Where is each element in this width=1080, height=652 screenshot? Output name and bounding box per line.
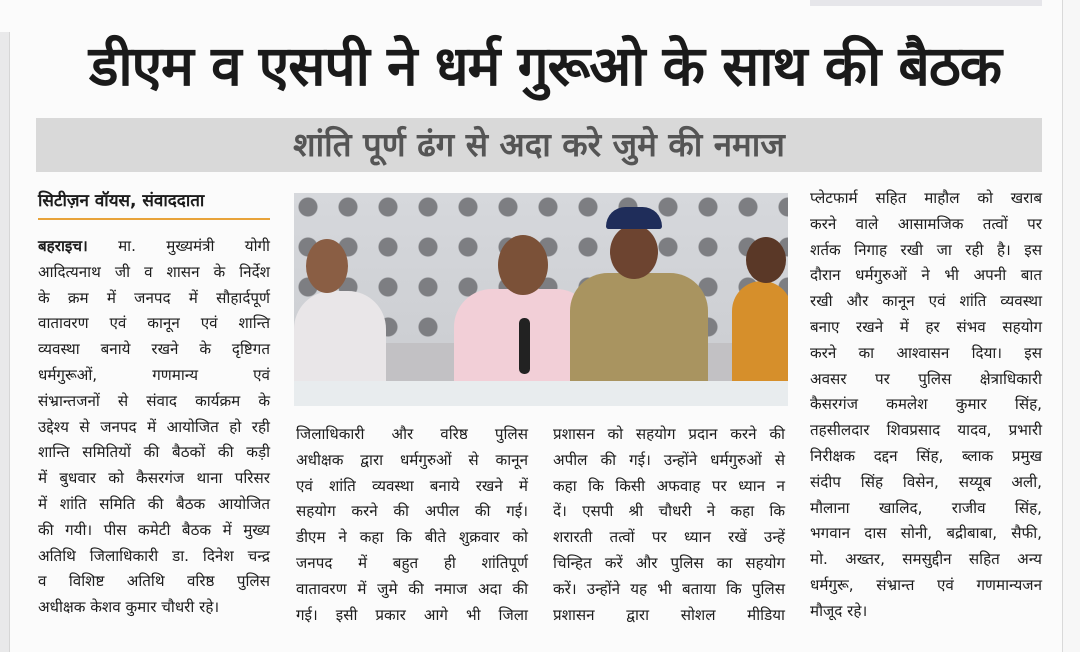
page-top-rule bbox=[810, 0, 1042, 6]
subheadline: शांति पूर्ण ढंग से अदा करे जुमे की नमाज bbox=[293, 125, 785, 164]
column-line: के क्रम में जनपद में सौहार्दपूर्ण bbox=[38, 288, 270, 307]
column-line: धर्मगुरू, संभ्रान्त एवं गणमान्यजन bbox=[810, 575, 1042, 594]
adjacent-column-edge bbox=[0, 32, 10, 652]
column-line: वातावरण एवं कानून एवं शान्ति bbox=[38, 314, 270, 333]
column-line: मौलाना खालिद, राजीव सिंह, bbox=[810, 498, 1042, 517]
column-line: रखी और कानून एवं शांति व्यवस्था bbox=[810, 292, 1042, 311]
photo-table bbox=[294, 381, 788, 406]
column-line: मा. मुख्यमंत्री योगी bbox=[87, 237, 270, 255]
column-line: धर्मगुरूओं, गणमान्य एवं bbox=[38, 365, 270, 384]
column-line: शर्तक निगाह रखी जा रही है। इस bbox=[810, 240, 1042, 259]
dateline: बहराइच। bbox=[38, 237, 88, 255]
byline: सिटीज़न वॉयस, संवाददाता bbox=[38, 186, 270, 220]
column-line: अधीक्षक केशव कुमार चौधरी रहे। bbox=[38, 598, 220, 617]
column-line: की गयी। पीस कमेटी बैठक में मुख्य bbox=[38, 520, 270, 539]
article-column-1 bbox=[38, 234, 270, 621]
column-line: चिन्हित करें और पुलिस का सहयोग bbox=[553, 553, 785, 572]
column-line: सहयोग करने की अपील की गई। bbox=[296, 502, 528, 521]
column-line: प्रशासन को सहयोग प्रदान करने की bbox=[553, 425, 785, 443]
microphone-icon bbox=[519, 318, 530, 374]
column-line: कहा कि किसी अफवाह पर ध्यान न bbox=[553, 476, 785, 495]
article-column-2 bbox=[296, 422, 528, 628]
column-line: एवं शांति व्यवस्था बनाये रखने में bbox=[296, 476, 528, 495]
column-line: वातावरण में जुमे की नमाज अदा की bbox=[296, 579, 528, 598]
column-line: जनपद में बहुत ही शांतिपूर्ण bbox=[296, 553, 528, 572]
column-line: बनाए रखने में हर संभव सहयोग bbox=[810, 317, 1042, 336]
column-line: में बुधवार को कैसरगंज थाना परिसर bbox=[38, 469, 270, 488]
column-line: संभ्रान्तजनों से संवाद कार्यक्रम के bbox=[38, 391, 270, 410]
column-line: तहसीलदार शिवप्रसाद यादव, प्रभारी bbox=[810, 421, 1042, 440]
column-line: संदीप सिंह विसेन, सय्यूब अली, bbox=[810, 472, 1042, 491]
column-line: शान्ति समितियों की बैठकों की कड़ी bbox=[38, 443, 270, 462]
column-line: गई। इसी प्रकार आगे भी जिला bbox=[296, 605, 528, 624]
column-line: में शांति समिति की बैठक आयोजित bbox=[38, 494, 270, 513]
subheadline-band bbox=[36, 118, 1042, 172]
photo-person-sp bbox=[570, 207, 720, 406]
column-line: भगवान दास सोनी, बद्रीबाबा, सैफी, bbox=[810, 524, 1042, 543]
column-line: आदित्यनाथ जी व शासन के निर्देश bbox=[38, 262, 270, 281]
column-line: मो. अख्तर, समसुद्दीन सहित अन्य bbox=[810, 550, 1042, 569]
column-line: कैसरगंज कमलेश कुमार सिंह, bbox=[810, 395, 1042, 414]
column-line: व विशिष्ट अतिथि वरिष्ठ पुलिस bbox=[38, 572, 270, 591]
column-line: जिलाधिकारी और वरिष्ठ पुलिस bbox=[296, 425, 528, 443]
column-line: अधीक्षक द्वारा धर्मगुरुओं से कानून bbox=[296, 450, 528, 469]
column-line: करने का आश्वासन दिया। इस bbox=[810, 343, 1042, 362]
column-line: मौजूद रहे। bbox=[810, 601, 868, 620]
column-line: करने वाले आसामजिक तत्वों पर bbox=[810, 214, 1042, 233]
column-line: प्लेटफार्म सहित माहौल को खराब bbox=[810, 189, 1042, 207]
adjacent-article-strip bbox=[1062, 0, 1080, 652]
column-line: डीएम ने कहा कि बीते शुक्रवार को bbox=[296, 528, 528, 547]
headline: डीएम व एसपी ने धर्म गुरूओ के साथ की बैठक bbox=[88, 34, 1002, 98]
meeting-photo bbox=[294, 193, 788, 406]
column-line: अतिथि जिलाधिकारी डा. दिनेश चन्द्र bbox=[38, 546, 270, 565]
article-column-4 bbox=[810, 186, 1042, 625]
column-line: अवसर पर पुलिस क्षेत्राधिकारी bbox=[810, 369, 1042, 388]
column-line: निरीक्षक दद्दन सिंह, ब्लाक प्रमुख bbox=[810, 446, 1042, 465]
article-column-3 bbox=[553, 422, 785, 628]
column-line: दें। एसपी श्री चौधरी ने कहा कि bbox=[553, 502, 785, 521]
column-line: दौरान धर्मगुरुओं ने भी अपनी बात bbox=[810, 266, 1042, 285]
column-line: उद्देश्य से जनपद में आयोजित हो रही bbox=[38, 417, 270, 436]
column-line: अपील की गई। उन्होंने धर्मगुरुओं से bbox=[553, 450, 785, 469]
column-line: शरारती तत्वों पर ध्यान रखें उन्हें bbox=[553, 528, 785, 547]
column-line: करें। उन्होंने यह भी बताया कि पुलिस bbox=[553, 579, 785, 598]
column-line: प्रशासन द्वारा सोशल मीडिया bbox=[553, 605, 785, 624]
column-line: व्यवस्था बनाये रखने के दृष्टिगत bbox=[38, 340, 270, 359]
